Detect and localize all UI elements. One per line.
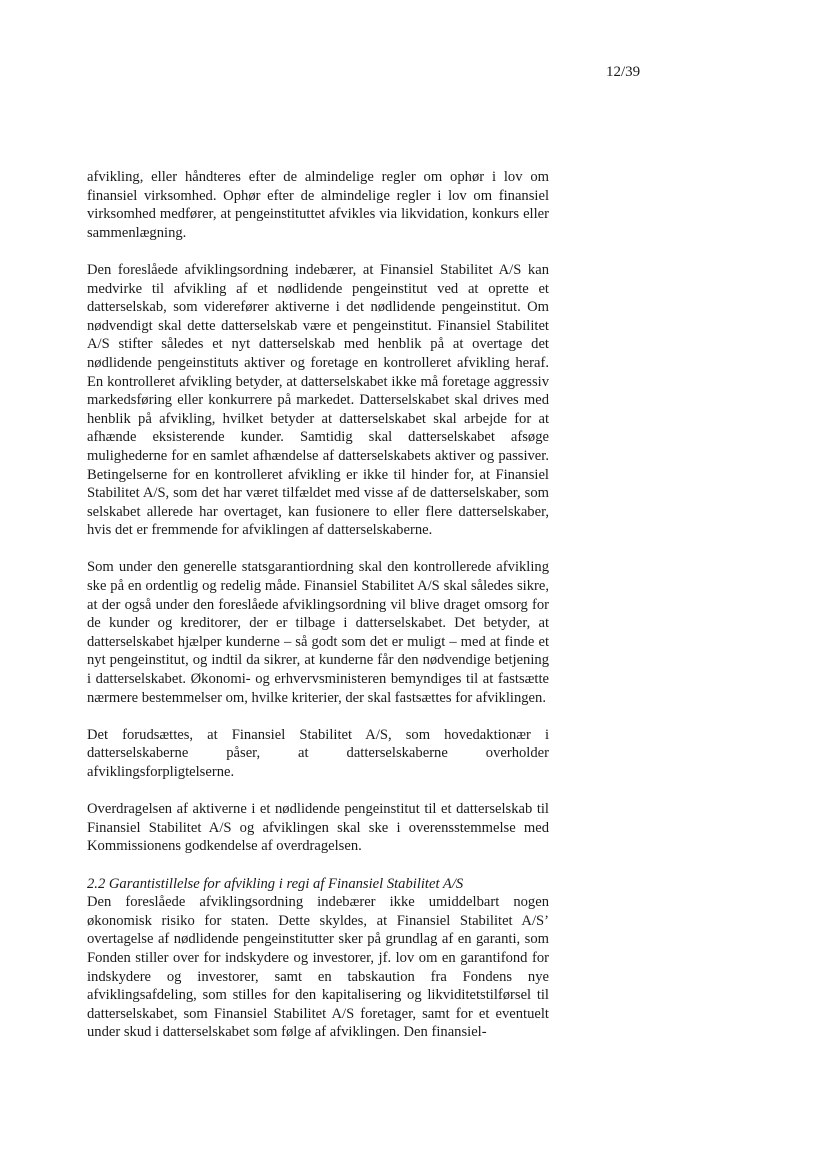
paragraph-3: Som under den generelle statsgarantiordning skal den kontrollerede afvikling ske på en ordentlig og redelig måde. Finansiel Stabilitet A/S skal således sikre, at der også under den foreslåede afviklingsordning vil blive draget omsorg for de kunder og kreditorer, der er tilbage i datterselskabet. Det betyder, at datterselskabet hjælper kunderne – så godt som det er muligt – med at finde et nyt pengeinstitut, og indtil da sikrer, at kunderne får den nødvendige betjening i datterselskabet. Økonomi- og erhvervsministeren bemyndiges til at fastsætte nærmere bestemmelser om, hvilke kriterier, der skal fastsættes for afviklingen. — [87, 559, 549, 706]
paragraph-4: Det forudsættes, at Finansiel Stabilitet A/S, som hovedaktionær i datterselskaberne påser, at datterselskaberne overholder afviklingsforpligtelserne. — [87, 726, 549, 780]
page-number: 12/39 — [606, 64, 641, 80]
section-paragraph: Den foreslåede afviklingsordning indebærer ikke umiddelbart nogen økonomisk risiko for staten. Dette skyldes, at Finansiel Stabilitet A/S’ overtagelse af nødlidende pengeinstitutter sker på grundlag af en garanti, som Fonden stiller over for indskydere og investorer, jf. lov om en garantifond for indskydere og investorer, samt en tabskaution fra Fondens nye afviklingsafdeling, som stilles for den kapitalisering og likviditetstilførsel til datterselskabet, som Finansiel Stabilitet A/S foretager, samt for et eventuelt under skud i datterselskabet som følge af afviklingen. Den finansiel- — [87, 894, 549, 1041]
paragraph-5: Overdragelsen af aktiverne i et nødlidende pengeinstitut til et datterselskab til Finansiel Stabilitet A/S og afviklingen skal ske i overensstemmelse med Kommissionens godkendelse af overdragelsen. — [87, 801, 549, 855]
section-heading: 2.2 Garantistillelse for afvikling i regi af Finansiel Stabilitet A/S — [87, 875, 464, 892]
paragraph-1: afvikling, eller håndteres efter de almindelige regler om ophør i lov om finansiel virksomhed. Ophør efter de almindelige regler i lov om finansiel virksomhed medfører, at pengeinstituttet afvikles via likvidation, konkurs eller sammenlægning. — [87, 169, 549, 241]
document-body — [87, 168, 549, 1061]
paragraph-2: Den foreslåede afviklingsordning indebærer, at Finansiel Stabilitet A/S kan medvirke til afvikling af et nødlidende pengeinstitut ved at oprette et datterselskab, som viderefører aktiverne i det nødlidende pengeinstitut. Om nødvendigt skal dette datterselskab være et pengeinstitut. Finansiel Stabilitet A/S stifter således et nyt datterselskab med henblik på at overtage det nødlidende pengeinstituts aktiver og foretage en kontrolleret afvikling heraf. En kontrolleret afvikling betyder, at datterselskabet ikke må foretage aggressiv markedsføring eller konkurrere på markedet. Datterselskabet skal drives med henblik på afvikling, hvilket betyder at datterselskabet skal arbejde for at afhænde eksisterende kunder. Samtidig skal datterselskabet afsøge mulighederne for en samlet afhændelse af datterselskabets aktiver og passiver. Betingelserne for en kontrolleret afvikling er ikke til hinder for, at Finansiel Stabilitet A/S, som det har været tilfældet med visse af de datterselskaber, som selskabet allerede har overtaget, kan fusionere to eller flere datterselskaber, hvis det er fremmende for afviklingen af datterselskaberne. — [87, 261, 549, 539]
